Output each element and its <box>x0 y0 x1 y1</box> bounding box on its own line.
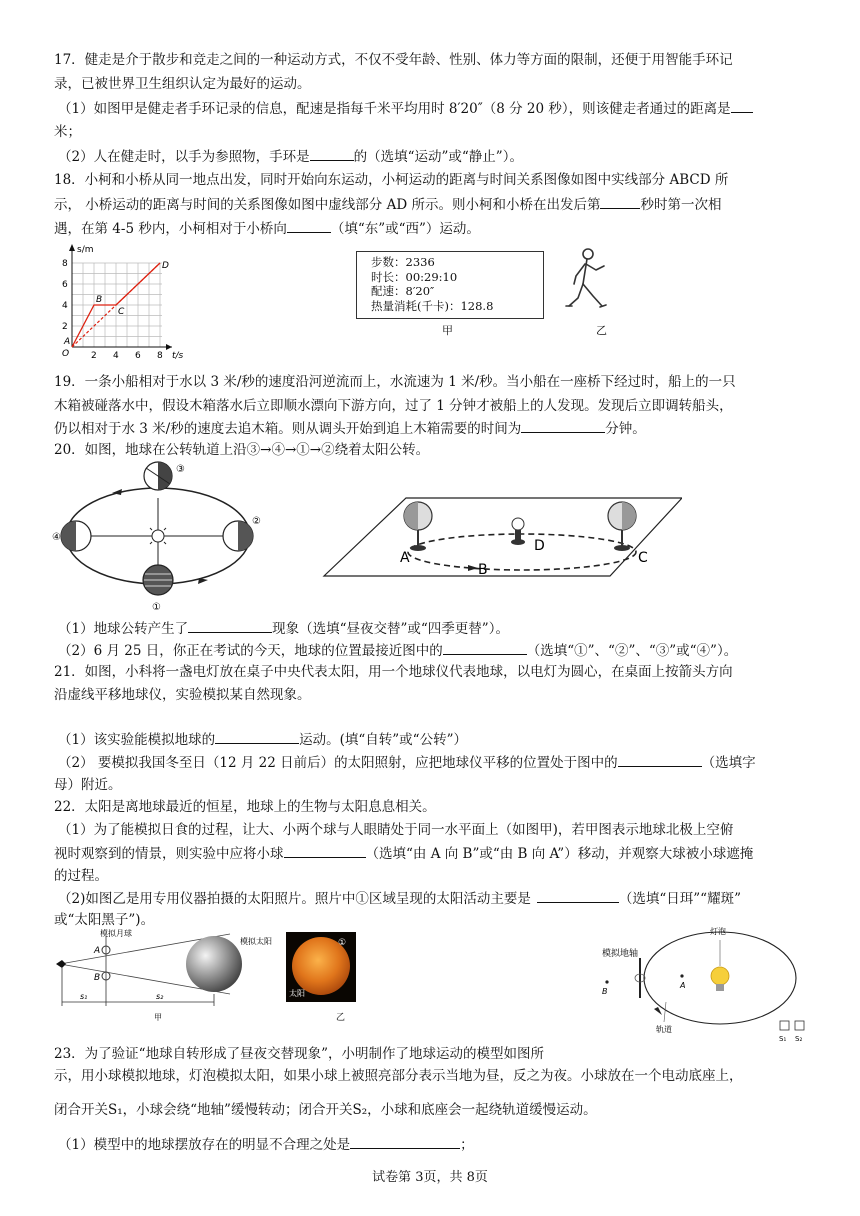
q17-line2: 录，已被世界卫生组织认定为最好的运动。 <box>54 76 311 92</box>
q17-line4: 米； <box>54 124 81 140</box>
q20-part2: （2）6 月 25 日，你正在考试的今天，地球的位置最接近图中的 （选填“①”、“②”、“③”或“④”）。 <box>58 640 737 661</box>
q20-part1: （1）地球公转产生了 现象（选填“昼夜交替”或“四季更替”）。 <box>58 618 509 639</box>
q17-part1: （1）如图甲是健走者手环记录的信息，配速是指每千米平均用时 8′20″（8 分 20 秒），则该健走者通过的距离是 <box>58 98 753 119</box>
q19-line2: 木箱被碰落水中，假设木箱落水后立即顺水漂向下游方向，过了 1 分钟才被船上的人发现。发现后立即调转船头， <box>54 398 733 414</box>
orbit-diagram <box>52 460 272 616</box>
q18-line3: 遇，在第 4-5 秒内，小柯相对于小桥向 （填“东”或“西”）运动。 <box>54 218 480 239</box>
page-footer: 试卷第 3页，共 8页 <box>372 1170 488 1185</box>
q22-line1: 22．太阳是离地球最近的恒星，地球上的生物与太阳息息相关。 <box>54 799 436 815</box>
answer-blank-q18-1[interactable] <box>600 194 640 209</box>
orbit-label-3: ③ <box>176 464 185 475</box>
model-s1: S₁ <box>779 1035 787 1043</box>
ytick-6: 6 <box>62 280 68 290</box>
q23-line1: 23．为了验证“地球自转形成了昼夜交替现象”，小明制作了地球运动的模型如图所 <box>54 1046 544 1062</box>
q21-line1: 21．如图，小科将一盏电灯放在桌子中央代表太阳，用一个地球仪代表地球，以电灯为圆心，在桌面上按箭头方向 <box>54 664 733 680</box>
q22-part1-line1: （1）为了能模拟日食的过程，让大、小两个球与人眼睛处于同一水平面上（如图甲)，若甲图表示地球北极上空俯 <box>58 822 734 838</box>
tracker-steps: 步数：2336 <box>371 255 435 269</box>
tracker-calories: 热量消耗(千卡)：128.8 <box>371 298 494 313</box>
ytick-4: 4 <box>62 301 68 311</box>
graph-origin: O <box>62 349 70 359</box>
q23-line2: 示，用小球模拟地球，灯泡模拟太阳，如果小球上被照亮部分表示当地为昼，反之为夜。小球放在一个电动底座上， <box>54 1068 743 1084</box>
sun-photo-caption: 乙 <box>336 1013 346 1023</box>
eclipse-caption: 甲 <box>154 1013 162 1022</box>
xtick-6: 6 <box>135 351 141 360</box>
q21-line2: 沿虚线平移地球仪，实验模拟某自然现象。 <box>54 687 311 703</box>
point-a: A <box>64 337 71 347</box>
q22-part2-line2: 或“太阳黑子”)。 <box>54 912 155 928</box>
orbit-label-2: ② <box>252 516 261 527</box>
q22-part1-line3: 的过程。 <box>54 868 108 884</box>
q19-line1: 19．一条小船相对于水以 3 米/秒的速度沿河逆流而上，水流速为 1 米/秒。当小船在一座桥下经过时，船上的一只 <box>54 374 736 390</box>
q18-line1: 18．小柯和小桥从同一地点出发，同时开始向东运动，小柯运动的距离与时间关系图像如图中实线部分 ABCD 所 <box>54 172 729 188</box>
answer-blank-q21-1[interactable] <box>215 729 299 744</box>
eclipse-b: B <box>94 973 101 983</box>
eclipse-a: A <box>94 946 101 956</box>
xtick-8: 8 <box>157 351 163 360</box>
answer-blank-q22-1[interactable] <box>284 843 366 858</box>
sun-label: 模拟太阳 <box>240 937 272 946</box>
q23-part1: （1）模型中的地球摆放存在的明显不合理之处是 ； <box>58 1134 474 1155</box>
sun-photo-mark: ① <box>338 938 347 948</box>
ytick-2: 2 <box>62 322 68 332</box>
answer-blank-q20-2[interactable] <box>443 640 527 655</box>
q19-line3: 仍以相对于水 3 米/秒的速度去追木箱。则从调头开始到追上木箱需要的时间为 分钟。 <box>54 418 646 439</box>
point-b: B <box>96 295 103 305</box>
distance-time-graph <box>56 238 186 360</box>
table-experiment-diagram <box>322 486 682 582</box>
q21-line5: 母）附近。 <box>54 777 122 793</box>
caption-yi: 乙 <box>596 324 607 337</box>
model-orbit-label: 轨道 <box>656 1025 672 1034</box>
xtick-4: 4 <box>113 351 119 360</box>
eclipse-s1: s₁ <box>80 992 88 1001</box>
tracker-panel <box>356 251 544 319</box>
eclipse-diagram <box>54 928 274 1026</box>
eclipse-s2: s₂ <box>156 992 164 1001</box>
model-bulb-label: 灯泡 <box>710 927 726 936</box>
tracker-duration: 时长：00:29:10 <box>371 269 458 284</box>
answer-blank-q19[interactable] <box>521 418 605 433</box>
pos-c: C <box>638 550 648 566</box>
answer-blank-q17-2[interactable] <box>310 146 354 161</box>
ytick-8: 8 <box>62 259 68 269</box>
orbit-label-4: ④ <box>52 532 61 543</box>
answer-blank-q18-2[interactable] <box>287 218 331 233</box>
pos-a: A <box>400 550 410 566</box>
answer-blank-q22-2[interactable] <box>537 888 619 903</box>
q22-part1-line2: 视时观察到的情景，则实验中应将小球 （选填“由 A 向 B”或“由 B 向 A”）移动，并观察大球被小球遮掩 <box>54 843 753 864</box>
graph-ylabel: s/m <box>77 245 94 255</box>
q21-part2: （2） 要模拟我国冬至日（12 月 22 日前后）的太阳照射，应把地球仪平移的位置处于图中的 （选填字 <box>58 752 756 773</box>
q21-part1: （1）该实验能模拟地球的 运动。(填“自转”或“公转”） <box>58 729 467 750</box>
model-s2: S₂ <box>795 1035 803 1043</box>
tracker-pace: 配速：8′20″ <box>371 284 435 298</box>
point-c: C <box>118 307 125 317</box>
q17-part2: （2）人在健走时，以手为参照物，手环是 的（选填“运动”或“静止”）。 <box>58 146 523 167</box>
earth-model-diagram <box>596 920 810 1048</box>
sun-photo <box>286 932 356 1002</box>
model-a: A <box>680 981 686 990</box>
q18-line2: 示， 小桥运动的距离与时间的关系图像如图中虚线部分 AD 所示。则小柯和小桥在出发后第 秒时第一次相 <box>54 194 721 215</box>
moon-label: 模拟月球 <box>100 929 132 938</box>
answer-blank-q17-1[interactable] <box>731 98 753 113</box>
q20-line1: 20．如图，地球在公转轨道上沿③→④→①→②绕着太阳公转。 <box>54 442 430 458</box>
walker-figure <box>554 244 634 328</box>
caption-jia: 甲 <box>442 324 453 337</box>
sun-photo-label: 太阳 <box>289 989 305 998</box>
answer-blank-q20-1[interactable] <box>188 618 272 633</box>
q23-line3: 闭合开关S₁，小球会绕“地轴”缓慢转动；闭合开关S₂，小球和底座会一起绕轨道缓慢运动。 <box>54 1102 597 1118</box>
answer-blank-q21-2[interactable] <box>618 752 702 767</box>
model-b: B <box>602 987 608 996</box>
orbit-label-1: ① <box>152 602 161 613</box>
xtick-2: 2 <box>91 351 97 360</box>
model-axis-label: 模拟地轴 <box>602 949 639 959</box>
pos-b: B <box>478 562 488 578</box>
pos-d: D <box>534 538 545 554</box>
q22-part2-line1: （2)如图乙是用专用仪器拍摄的太阳照片。照片中①区域呈现的太阳活动主要是 （选填“日珥”“耀斑” <box>58 888 741 909</box>
q17-line1: 17．健走是介于散步和竞走之间的一种运动方式，不仅不受年龄、性别、体力等方面的限制，还便于用智能手环记 <box>54 52 733 68</box>
point-d: D <box>162 261 169 271</box>
answer-blank-q23-1[interactable] <box>350 1134 460 1149</box>
graph-xlabel: t/s <box>172 351 184 360</box>
